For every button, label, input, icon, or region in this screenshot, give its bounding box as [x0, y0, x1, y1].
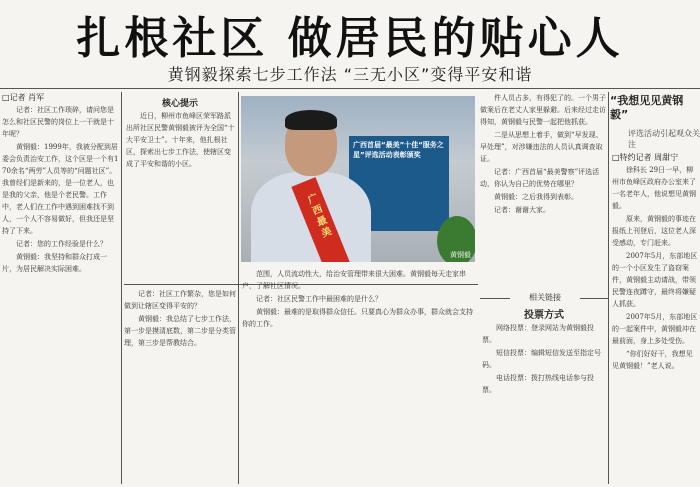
column-divider [608, 92, 609, 484]
far-right-paragraph: 2007年5月，东部地区的一个小区发生了盗窃案件，黄钢毅主动请战，带领民警连夜蹲守，最终将嫌疑人抓获。 [612, 252, 698, 308]
far-right-paragraph: 徐科长 29日一早，柳州市鱼峰区政府办公室来了一名老年人，他说想见黄钢毅。 [612, 166, 696, 210]
news-photo [241, 96, 475, 262]
photo-board-text: 广西首届“最美”十佳“服务之星”评选活动表彰颁奖 [353, 141, 444, 159]
headline: 扎根社区 做居民的贴心人 [76, 13, 624, 64]
left-paragraph: 记者：您的工作经验是什么？ [16, 240, 107, 248]
far-right-paragraph: 原来，黄钢毅的事迹在报纸上刊登后，这位老人深受感动，专门赶来。 [612, 215, 696, 247]
bottom-middle-column [242, 268, 476, 484]
column-divider [121, 92, 122, 484]
subheadline: 黄钢毅探索七步工作法 “三无小区”变得平安和谐 [167, 65, 533, 84]
related-link-body [482, 322, 606, 482]
right-paragraph: 记者：广西首届“最美警察”评选活动，你认为自己的优势在哪里？ [480, 168, 600, 188]
left-byline: □记者 肖军 [2, 93, 45, 102]
bottom-paragraph: 记者：社区民警工作中最困难的是什么？ [256, 295, 382, 303]
right-paragraph: 二是从思想上着手，做到“早发现、早处理”，对涉嫌违法的人员认真调查取证。 [480, 131, 603, 163]
far-right-paragraph: “你们好好干，我想见见黄钢毅！”老人说。 [612, 350, 693, 370]
left-paragraph: 黄钢毅：我坚持和群众打成一片，为居民解决实际困难。 [2, 253, 107, 273]
left-column [2, 92, 120, 484]
right-paragraph: 记者：谢谢大家。 [494, 206, 550, 214]
left-paragraph: 记者：社区工作琐碎，请问您是怎么和社区民警的岗位上一干就是十年呢？ [2, 106, 114, 138]
bottom-paragraph: 黄钢毅：我总结了七步工作法，第一步是摸清底数，第二步是分类管理，第三步是帮教结合。 [124, 315, 236, 347]
related-link-paragraph: 电话投票：拨打热线电话参与投票。 [482, 374, 594, 394]
right-paragraph: 黄钢毅：之后我得到表彰。 [494, 193, 578, 201]
far-right-paragraph: 2007年5月，东部地区的一起案件中，黄钢毅冲在最前面，身上多处受伤。 [612, 313, 698, 345]
photo-person-hair [285, 110, 337, 130]
related-link-paragraph: 短信投票：编辑短信发送至指定号码。 [482, 349, 601, 369]
related-link-head: 相关链接 [510, 292, 580, 303]
left-paragraph: 黄钢毅：1999年，我被分配到居委会负责治安工作，这个区是一个有170余名“两劳”人员等的“问题社区”。我曾经们是新来的，是一位老人，也是我的父亲，他是个老民警。工作中，老人们在工作中遇到困难找不到人，一个人不容易做好，但我还是坚持了下来。 [2, 143, 119, 235]
quote-subtitle: 评选活动引起观众关注 [628, 129, 700, 149]
bottom-paragraph: 记者：社区工作繁杂，您是如何做到让辖区变得平安的？ [124, 290, 236, 310]
core-box-text: 近日，柳州市鱼峰区荣军路派出所社区民警黄钢毅被评为全国“十大平安卫士”。十年来，他扎根社区，探索出七步工作法，使辖区变成了平安和谐的小区。 [126, 112, 235, 168]
photo-sash-text: 广西最美 [306, 192, 334, 240]
quote-title: “我想见见黄钢毅” [610, 94, 684, 121]
related-link-title: 投票方式 [524, 310, 564, 321]
core-box-title: 核心提示 [161, 99, 198, 109]
photo-credit: 黄钢毅 [450, 251, 471, 259]
bottom-paragraph: 范围，人员流动性大，给治安管理带来很大困难。黄钢毅每天走家串户，了解社区情况。 [242, 270, 466, 290]
bottom-left-column [124, 288, 236, 484]
bottom-paragraph: 黄钢毅：最难的是取得群众信任。只要真心为群众办事，群众就会支持你的工作。 [242, 308, 473, 328]
far-right-column [612, 152, 698, 484]
right-paragraph: 件人员占多，有得犯了的。一个男子做案后在老丈人家里躲避。后来经过走访得知，黄钢毅与民警一起把他抓获。 [480, 94, 606, 126]
top-rule [0, 88, 700, 89]
far-right-byline: □特约记者 周甜宁 [612, 153, 679, 162]
related-link-paragraph: 网络投票：登录网站为黄钢毅投票。 [482, 324, 594, 344]
right-top-column [480, 92, 606, 288]
core-box [126, 110, 236, 280]
column-divider [238, 92, 239, 484]
